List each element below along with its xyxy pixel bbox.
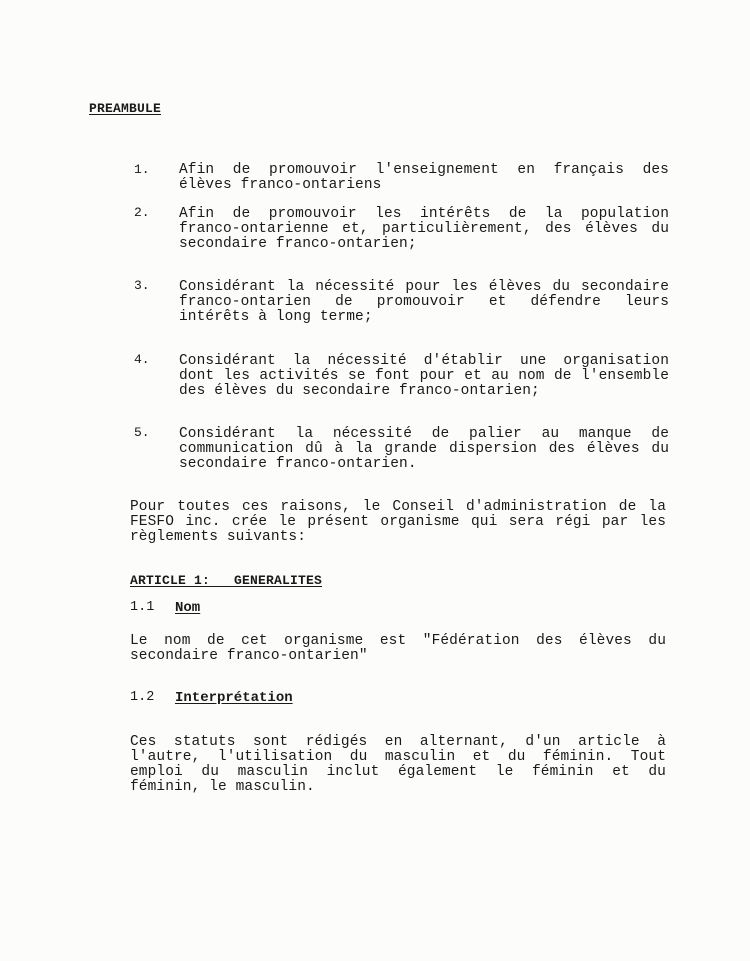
section-1-2-text: Ces statuts sont rédigés en alternant, d'un article à l'autre, l'utilisation du masculin et du féminin. Tout emploi du masculin inclut également le féminin et du féminin, le masculin. [130, 734, 666, 795]
preamble-item-number: 2. [134, 205, 150, 220]
preamble-item-number: 3. [134, 278, 150, 293]
section-1-1-number: 1.1 [130, 600, 155, 615]
preamble-item-text: Considérant la nécessité pour les élèves du secondaire franco-ontarien de promouvoir et défendre leurs intérêts à long terme; [179, 279, 669, 325]
preamble-conclusion: Pour toutes ces raisons, le Conseil d'administration de la FESFO inc. crée le présent organisme qui sera régi par les règlements suivants: [130, 499, 666, 545]
section-1-1-title: Nom [175, 600, 201, 616]
preamble-item-number: 1. [134, 162, 150, 177]
section-1-2-number: 1.2 [130, 690, 155, 705]
preamble-item-number: 5. [134, 425, 150, 440]
preamble-item-number: 4. [134, 352, 150, 367]
preamble-item-text: Considérant la nécessité de palier au manque de communication dû à la grande dispersion des élèves du secondaire franco-ontarien. [179, 426, 669, 472]
section-1-1-text: Le nom de cet organisme est "Fédération des élèves du secondaire franco-ontarien" [130, 633, 666, 664]
preamble-item-text: Considérant la nécessité d'établir une organisation dont les activités se font pour et au nom de l'ensemble des élèves du secondaire franco-ontarien; [179, 353, 669, 399]
preamble-item-text: Afin de promouvoir les intérêts de la population franco-ontarienne et, particulièrement, des élèves du secondaire franco-ontarien; [179, 206, 669, 252]
preamble-item-text: Afin de promouvoir l'enseignement en français des élèves franco-ontariens [179, 162, 669, 193]
article-1-heading: ARTICLE 1: GENERALITES [130, 573, 323, 588]
preamble-heading: PREAMBULE [89, 101, 162, 116]
section-1-2-title: Interprétation [175, 690, 293, 706]
